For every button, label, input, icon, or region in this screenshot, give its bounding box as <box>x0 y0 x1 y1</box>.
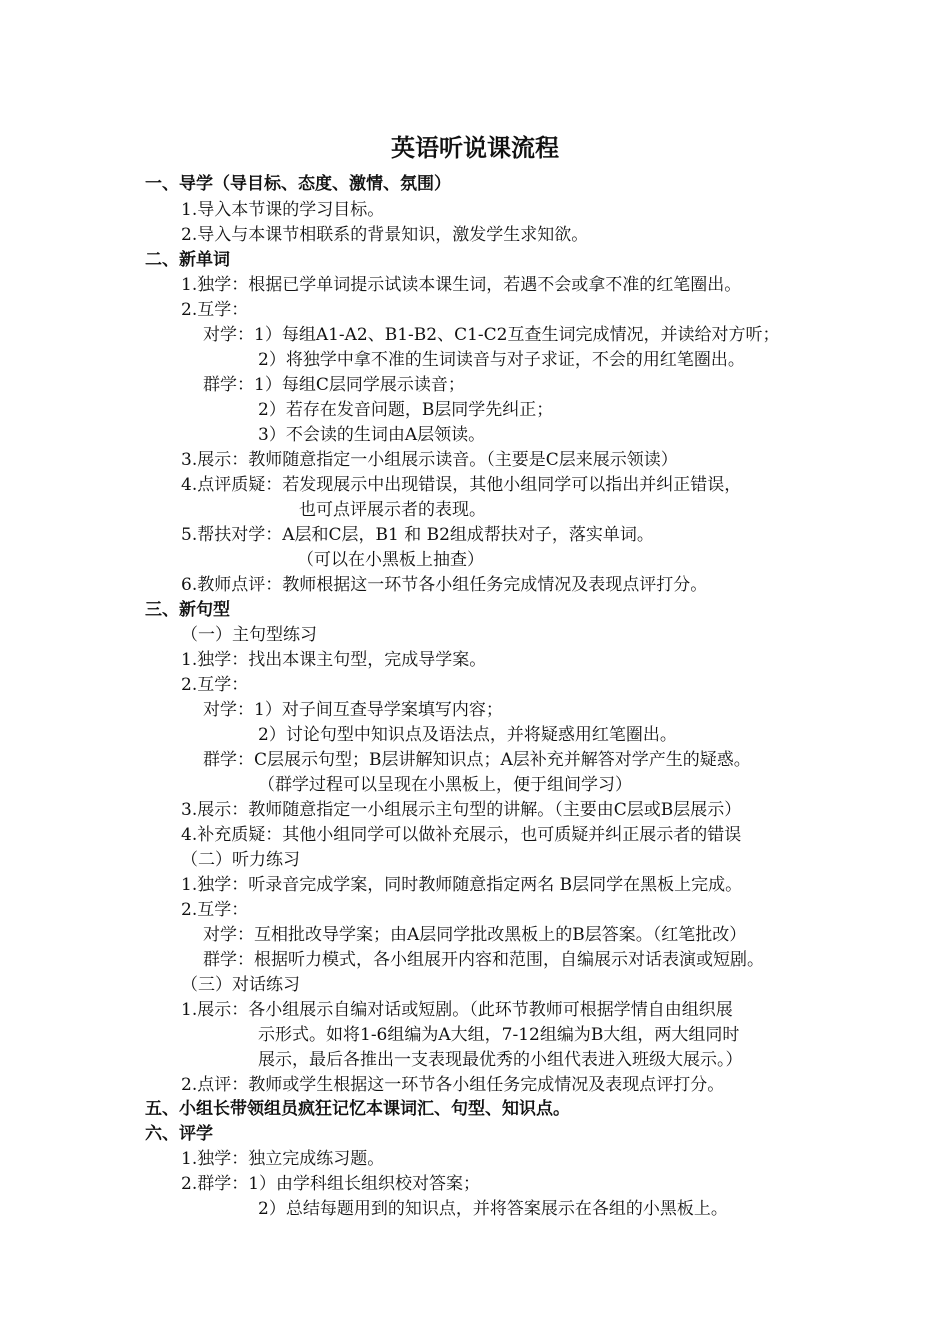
body-text-line: 2.点评：教师或学生根据这一环节各小组任务完成情况及表现点评打分。 <box>181 1075 725 1095</box>
body-text-line: 3.展示：教师随意指定一小组展示主句型的讲解。（主要由C层或B层展示） <box>181 800 742 820</box>
body-text-line: 群学：根据听力模式，各小组展开内容和范围，自编展示对话表演或短剧。 <box>203 950 764 970</box>
body-text-line: 也可点评展示者的表现。 <box>299 500 486 520</box>
body-text-line: 2）若存在发音问题，B层同学先纠正； <box>258 400 554 420</box>
body-text-line: 2.互学： <box>181 300 249 320</box>
body-text-line: 2.群学：1）由学科组长组织校对答案； <box>181 1174 481 1194</box>
body-text-line: 2）总结每题用到的知识点，并将答案展示在各组的小黑板上。 <box>258 1199 728 1219</box>
body-text-line: （可以在小黑板上抽查） <box>297 550 484 570</box>
body-text-line: （群学过程可以呈现在小黑板上，便于组间学习） <box>258 775 632 795</box>
section-heading: 五、小组长带领组员疯狂记忆本课词汇、句型、知识点。 <box>145 1099 570 1119</box>
section-heading: 三、新句型 <box>145 600 230 620</box>
section-heading: 六、评学 <box>145 1124 213 1144</box>
body-text-line: 1.独学：找出本课主句型，完成导学案。 <box>181 650 487 670</box>
body-text-line: 1.独学：根据已学单词提示试读本课生词，若遇不会或拿不准的红笔圈出。 <box>181 275 742 295</box>
body-text-line: 2）将独学中拿不准的生词读音与对子求证，不会的用红笔圈出。 <box>258 350 745 370</box>
body-text-line: 5.帮扶对学：A层和C层，B1 和 B2组成帮扶对子，落实单词。 <box>181 525 654 545</box>
page-title: 英语听说课流程 <box>391 134 559 162</box>
body-text-line: 1.独学：听录音完成学案，同时教师随意指定两名 B层同学在黑板上完成。 <box>181 875 743 895</box>
body-text-line: （三）对话练习 <box>181 975 300 995</box>
body-text-line: 群学：1）每组C层同学展示读音； <box>203 375 465 395</box>
section-heading: 二、新单词 <box>145 250 230 270</box>
body-text-line: （一）主句型练习 <box>181 625 317 645</box>
body-text-line: 2.互学： <box>181 675 249 695</box>
body-text-line: 对学：互相批改导学案；由A层同学批改黑板上的B层答案。（红笔批改） <box>203 925 747 945</box>
body-text-line: 1.展示：各小组展示自编对话或短剧。（此环节教师可根据学情自由组织展 <box>181 1000 733 1020</box>
body-text-line: 3）不会读的生词由A层领读。 <box>258 425 486 445</box>
body-text-line: 2.互学： <box>181 900 249 920</box>
body-text-line: 示形式。如将1-6组编为A大组，7-12组编为B大组，两大组同时 <box>258 1025 740 1045</box>
body-text-line: （二）听力练习 <box>181 850 300 870</box>
body-text-line: 展示，最后各推出一支表现最优秀的小组代表进入班级大展示。） <box>258 1050 743 1070</box>
body-text-line: 4.点评质疑：若发现展示中出现错误，其他小组同学可以指出并纠正错误， <box>181 475 742 495</box>
body-text-line: 群学：C层展示句型；B层讲解知识点；A层补充并解答对学产生的疑惑。 <box>203 750 751 770</box>
body-text-line: 1.独学：独立完成练习题。 <box>181 1149 385 1169</box>
body-text-line: 2）讨论句型中知识点及语法点，并将疑惑用红笔圈出。 <box>258 725 677 745</box>
body-text-line: 3.展示：教师随意指定一小组展示读音。（主要是C层来展示领读） <box>181 450 678 470</box>
section-heading: 一、导学（导目标、态度、激情、氛围） <box>145 174 451 194</box>
body-text-line: 1.导入本节课的学习目标。 <box>181 200 385 220</box>
body-text-line: 对学：1）每组A1-A2、B1-B2、C1-C2互查生词完成情况，并读给对方听； <box>203 325 780 345</box>
body-text-line: 4.补充质疑：其他小组同学可以做补充展示，也可质疑并纠正展示者的错误 <box>181 825 742 845</box>
body-text-line: 6.教师点评：教师根据这一环节各小组任务完成情况及表现点评打分。 <box>181 575 708 595</box>
body-text-line: 2.导入与本课节相联系的背景知识，激发学生求知欲。 <box>181 225 589 245</box>
body-text-line: 对学：1）对子间互查导学案填写内容； <box>203 700 503 720</box>
